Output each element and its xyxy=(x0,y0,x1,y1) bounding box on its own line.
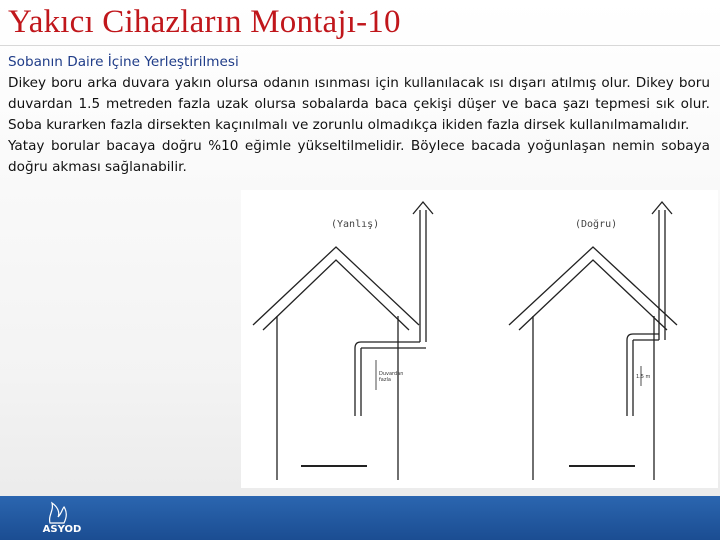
title-divider xyxy=(0,45,720,46)
right-figure-label: (Doğru) xyxy=(575,219,618,230)
subheading: Sobanın Daire İçine Yerleştirilmesi xyxy=(8,54,239,70)
left-dimension-line-2: fazla xyxy=(379,377,391,383)
left-house-drawing xyxy=(253,202,433,480)
footer-bar xyxy=(0,496,720,540)
right-dimension-label: 1.5 m xyxy=(636,374,651,380)
paragraph-1: Dikey boru arka duvara yakın olursa odanın ısınması için kullanılacak ısı dışarı atılmış olur. Dikey boru duvardan 1.5 metreden fazla uzak olursa sobalarda baca çekişi düşer ve baca şazı tepmesi sık olur. Soba kurarken fazla dirsekten kaçınılmalı ve zorunlu olmadıkça ikiden fazla dirsek kullanılmamalıdır. xyxy=(8,75,710,133)
logo-flame-icon xyxy=(34,497,90,527)
asyod-logo xyxy=(34,497,90,539)
chimney-diagram xyxy=(241,190,718,488)
right-house-drawing xyxy=(509,202,677,480)
content-text xyxy=(8,52,710,178)
left-dimension-line-1: Duvardan xyxy=(379,371,404,377)
slide-title: Yakıcı Cihazların Montajı-10 xyxy=(8,4,401,40)
logo-text: ASYOD xyxy=(42,524,82,535)
left-figure-label: (Yanlış) xyxy=(331,219,380,230)
paragraph-2: Yatay borular bacaya doğru %10 eğimle yükseltilmelidir. Böylece bacada yoğunlaşan nemin sobaya doğru akması sağlanabilir. xyxy=(8,138,710,175)
left-dimension-label xyxy=(379,371,405,383)
